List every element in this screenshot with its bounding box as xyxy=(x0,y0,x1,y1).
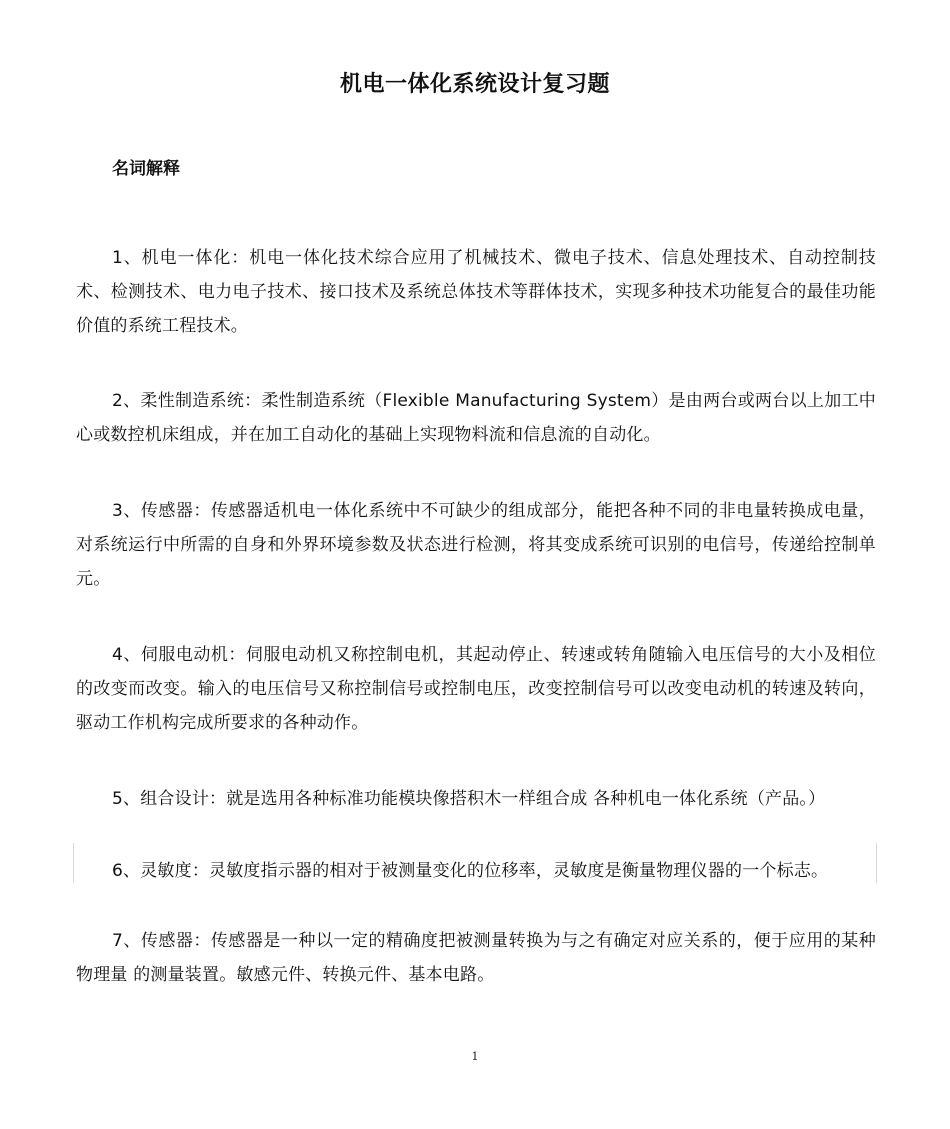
section-heading: 名词解释 xyxy=(112,159,180,179)
definition-entry-5: 5、组合设计：就是选用各种标准功能模块像搭积木一样组合成 各种机电一体化系统（产品。） xyxy=(112,789,826,809)
paragraph-border-left xyxy=(73,843,74,883)
paragraph-border-right xyxy=(876,843,877,883)
document-title: 机电一体化系统设计复习题 xyxy=(339,72,610,97)
definition-entry-2: 2、柔性制造系统：柔性制造系统（Flexible Manufacturing System）是由两台或两台以上加工中心或数控机床组成，并在加工自动化的基础上实现物料流和信息流的自动化。 xyxy=(76,391,876,445)
definition-entry-4: 4、伺服电动机：伺服电动机又称控制电机，其起动停止、转速或转角随输入电压信号的大小及相位的改变而改变。输入的电压信号又称控制信号或控制电压，改变控制信号可以改变电动机的转速及转向，驱动工作机构完成所要求的各种动作。 xyxy=(76,645,876,733)
definition-entry-1: 1、机电一体化：机电一体化技术综合应用了机械技术、微电子技术、信息处理技术、自动控制技术、检测技术、电力电子技术、接口技术及系统总体技术等群体技术，实现多种技术功能复合的最佳功能价值的系统工程技术。 xyxy=(76,248,876,336)
definition-entry-3: 3、传感器：传感器适机电一体化系统中不可缺少的组成部分，能把各种不同的非电量转换成电量，对系统运行中所需的自身和外界环境参数及状态进行检测，将其变成系统可识别的电信号，传递给控制单元。 xyxy=(76,501,876,589)
definition-entry-6: 6、灵敏度：灵敏度指示器的相对于被测量变化的位移率，灵敏度是衡量物理仪器的一个标志。 xyxy=(112,861,829,881)
definition-entry-7: 7、传感器：传感器是一种以一定的精确度把被测量转换为与之有确定对应关系的，便于应用的某种物理量 的测量装置。敏感元件、转换元件、基本电路。 xyxy=(76,931,876,985)
page-number: 1 xyxy=(471,1050,479,1063)
